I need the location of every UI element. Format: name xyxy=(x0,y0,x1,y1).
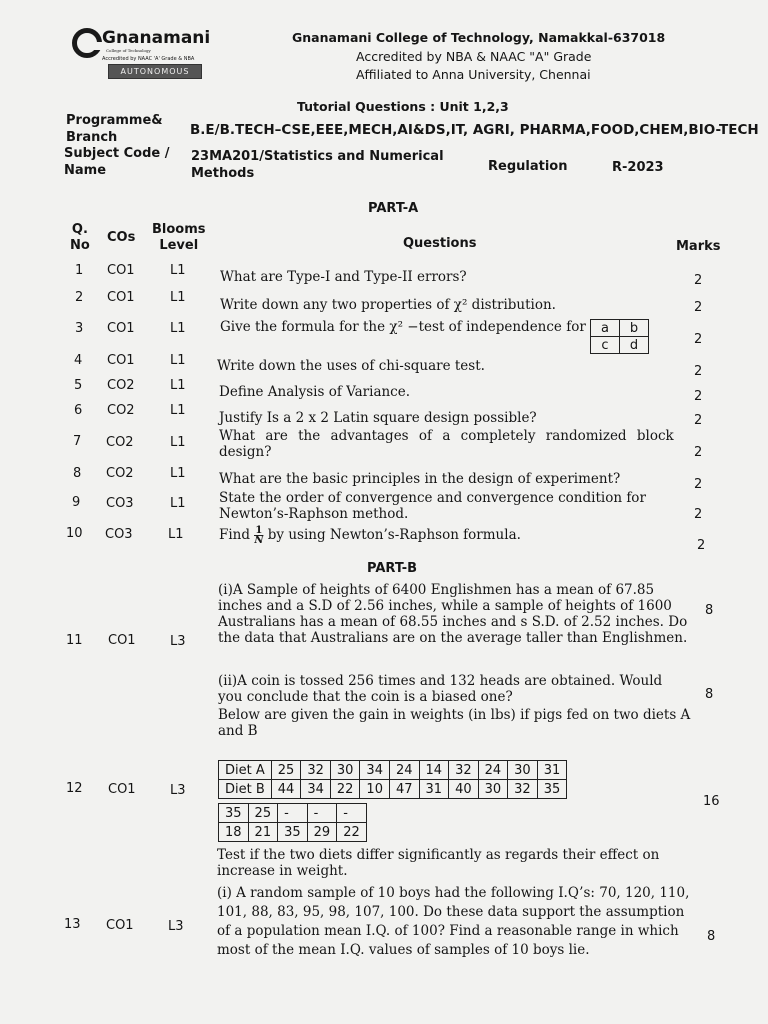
col-qno: Q. No xyxy=(70,222,90,253)
q4-co: CO1 xyxy=(107,353,135,368)
extra-value: - xyxy=(337,804,367,823)
college-name: Gnanamani College of Technology, Namakkal-637018 xyxy=(292,30,666,45)
q3-marks: 2 xyxy=(694,332,703,347)
q5-marks: 2 xyxy=(694,389,703,404)
q12-question: Test if the two diets differ significantly as regards their effect on increase in weight. xyxy=(217,847,660,879)
diet-b-value: 32 xyxy=(508,780,538,799)
extra-value: 35 xyxy=(278,823,308,842)
logo-accreditation: Accredited by NAAC 'A' Grade & NBA xyxy=(102,56,195,62)
q10-level: L1 xyxy=(168,527,184,542)
diet-extra-table xyxy=(218,803,367,842)
extra-row-1 xyxy=(219,804,367,823)
q3-no: 3 xyxy=(75,321,84,336)
diet-b-value: 10 xyxy=(360,780,390,799)
q11-part-ii: (ii)A coin is tossed 256 times and 132 heads are obtained. Would you conclude that the coin is a biased one? xyxy=(218,673,663,705)
q7-co: CO2 xyxy=(106,435,134,450)
q5-text: Define Analysis of Variance. xyxy=(219,384,411,400)
q4-marks: 2 xyxy=(694,364,703,379)
programme-value: B.E/B.TECH–CSE,EEE,MECH,AI&DS,IT, AGRI, PHARMA,FOOD,CHEM,BIO-TECH xyxy=(190,122,759,138)
q1-marks: 2 xyxy=(694,273,703,288)
logo-tagline: College of Technology xyxy=(106,48,151,53)
diet-b-value: 30 xyxy=(478,780,508,799)
diet-a-label: Diet A xyxy=(219,761,272,780)
q12-intro: Below are given the gain in weights (in lbs) if pigs fed on two diets A and B xyxy=(218,707,691,739)
q2-level: L1 xyxy=(170,290,186,305)
diet-a-value: 32 xyxy=(301,761,331,780)
subject-value: 23MA201/Statistics and Numerical Methods xyxy=(191,149,444,181)
q6-co: CO2 xyxy=(107,403,135,418)
diet-a-value: 31 xyxy=(537,761,567,780)
q7-level: L1 xyxy=(170,435,186,450)
diet-a-value: 30 xyxy=(508,761,538,780)
q9-level: L1 xyxy=(170,496,186,511)
logo-autonomous: AUTONOMOUS xyxy=(108,64,202,79)
diet-table xyxy=(218,760,567,799)
q1-level: L1 xyxy=(170,263,186,278)
extra-value: 21 xyxy=(248,823,278,842)
q8-no: 8 xyxy=(73,466,82,481)
extra-value: 35 xyxy=(219,804,249,823)
q11-co: CO1 xyxy=(108,633,136,648)
page-title: Tutorial Questions : Unit 1,2,3 xyxy=(297,99,509,114)
q1-text: What are Type-I and Type-II errors? xyxy=(220,269,467,285)
extra-value: - xyxy=(307,804,337,823)
programme-label: Programme& Branch xyxy=(66,113,163,145)
logo-name: Gnanamani xyxy=(102,28,211,48)
q4-no: 4 xyxy=(74,353,83,368)
q6-text: Justify Is a 2 x 2 Latin square design possible? xyxy=(219,410,537,426)
q2-text: Write down any two properties of χ² distribution. xyxy=(220,297,556,313)
q9-text: State the order of convergence and convergence condition for Newton’s-Raphson method. xyxy=(219,490,646,522)
q5-level: L1 xyxy=(170,378,186,393)
q8-marks: 2 xyxy=(694,477,703,492)
extra-value: - xyxy=(278,804,308,823)
diet-a-value: 30 xyxy=(330,761,360,780)
diet-b-value: 31 xyxy=(419,780,449,799)
q13-text: (i) A random sample of 10 boys had the following I.Q’s: 70, 120, 110, 101, 88, 83, 95, 98, 107, 100. Do these data support the assumption of a population mean I.Q. of 100? Find a reasonable range in which most of the mean I.Q. values of samples of 10 boys lie. xyxy=(217,885,690,958)
extra-value: 22 xyxy=(337,823,367,842)
q2-marks: 2 xyxy=(694,300,703,315)
q11-part-i: (i)A Sample of heights of 6400 Englishmen has a mean of 67.85 inches and a S.D of 2.56 inches, while a sample of heights of 1600 Australians has a mean of 68.55 inches and s S.D. of 2.52 inches. Do the data that Australians are on the average taller than Englishmen. xyxy=(218,582,688,646)
q2-co: CO1 xyxy=(107,290,135,305)
cell-c: c xyxy=(591,337,620,354)
q7-marks: 2 xyxy=(694,445,703,460)
q13-no: 13 xyxy=(64,917,81,932)
contingency-table xyxy=(590,319,649,354)
diet-b-value: 22 xyxy=(330,780,360,799)
diet-a-value: 25 xyxy=(271,761,301,780)
q8-level: L1 xyxy=(170,466,186,481)
q11-i-marks: 8 xyxy=(705,603,714,618)
col-cos: COs xyxy=(107,230,136,245)
q4-text: Write down the uses of chi-square test. xyxy=(217,358,485,374)
q6-level: L1 xyxy=(170,403,186,418)
col-questions: Questions xyxy=(403,236,477,251)
q10-marks: 2 xyxy=(697,538,706,553)
q10-no: 10 xyxy=(66,526,83,541)
extra-value: 29 xyxy=(307,823,337,842)
extra-value: 25 xyxy=(248,804,278,823)
q6-marks: 2 xyxy=(694,413,703,428)
diet-a-value: 32 xyxy=(449,761,479,780)
diet-b-value: 35 xyxy=(537,780,567,799)
q12-level: L3 xyxy=(170,783,186,798)
college-logo xyxy=(72,26,232,92)
q13-level: L3 xyxy=(168,919,184,934)
q7-text: What are the advantages of a completely randomized block design? xyxy=(219,428,674,460)
regulation-label: Regulation xyxy=(488,159,568,174)
q12-marks: 16 xyxy=(703,794,720,809)
part-b-title: PART-B xyxy=(367,561,418,576)
affiliation-line: Affiliated to Anna University, Chennai xyxy=(356,67,591,82)
q12-no: 12 xyxy=(66,781,83,796)
col-marks: Marks xyxy=(676,239,721,254)
q3-text: Give the formula for the χ² −test of independence for xyxy=(220,319,586,335)
q11-no: 11 xyxy=(66,633,83,648)
subject-label: Subject Code / Name xyxy=(64,146,170,178)
diet-a-row xyxy=(219,761,567,780)
diet-a-value: 34 xyxy=(360,761,390,780)
q11-ii-marks: 8 xyxy=(705,687,714,702)
q1-no: 1 xyxy=(75,263,84,278)
cell-b: b xyxy=(620,320,649,337)
q6-no: 6 xyxy=(74,403,83,418)
cell-a: a xyxy=(591,320,620,337)
part-a-title: PART-A xyxy=(368,201,419,216)
q5-co: CO2 xyxy=(107,378,135,393)
extra-value: 18 xyxy=(219,823,249,842)
q5-no: 5 xyxy=(74,378,83,393)
q8-co: CO2 xyxy=(106,466,134,481)
q9-no: 9 xyxy=(72,495,81,510)
q4-level: L1 xyxy=(170,353,186,368)
q9-marks: 2 xyxy=(694,507,703,522)
extra-row-2 xyxy=(219,823,367,842)
q7-no: 7 xyxy=(73,434,82,449)
diet-a-value: 14 xyxy=(419,761,449,780)
q3-level: L1 xyxy=(170,321,186,336)
diet-a-value: 24 xyxy=(478,761,508,780)
q2-no: 2 xyxy=(75,290,84,305)
diet-b-value: 44 xyxy=(271,780,301,799)
accreditation-line: Accredited by NBA & NAAC "A" Grade xyxy=(356,49,592,64)
diet-b-value: 47 xyxy=(389,780,419,799)
q9-co: CO3 xyxy=(106,496,134,511)
diet-b-value: 40 xyxy=(449,780,479,799)
logo-g-icon xyxy=(72,28,102,58)
diet-b-label: Diet B xyxy=(219,780,272,799)
q1-co: CO1 xyxy=(107,263,135,278)
q13-co: CO1 xyxy=(106,918,134,933)
diet-a-value: 24 xyxy=(389,761,419,780)
q10-co: CO3 xyxy=(105,527,133,542)
regulation-value: R-2023 xyxy=(612,160,664,175)
q3-co: CO1 xyxy=(107,321,135,336)
cell-d: d xyxy=(620,337,649,354)
diet-b-value: 34 xyxy=(301,780,331,799)
diet-b-row xyxy=(219,780,567,799)
q12-co: CO1 xyxy=(108,782,136,797)
fraction-1-over-n: $\frac{1}{N}$ xyxy=(254,525,264,546)
q11-level: L3 xyxy=(170,634,186,649)
q10-text: Find $\frac{1}{N}$ by using Newton’s-Raphson formula. xyxy=(219,525,521,546)
q8-text: What are the basic principles in the design of experiment? xyxy=(219,471,621,487)
col-blooms: Blooms Level xyxy=(152,222,206,253)
q13-marks: 8 xyxy=(707,929,716,944)
